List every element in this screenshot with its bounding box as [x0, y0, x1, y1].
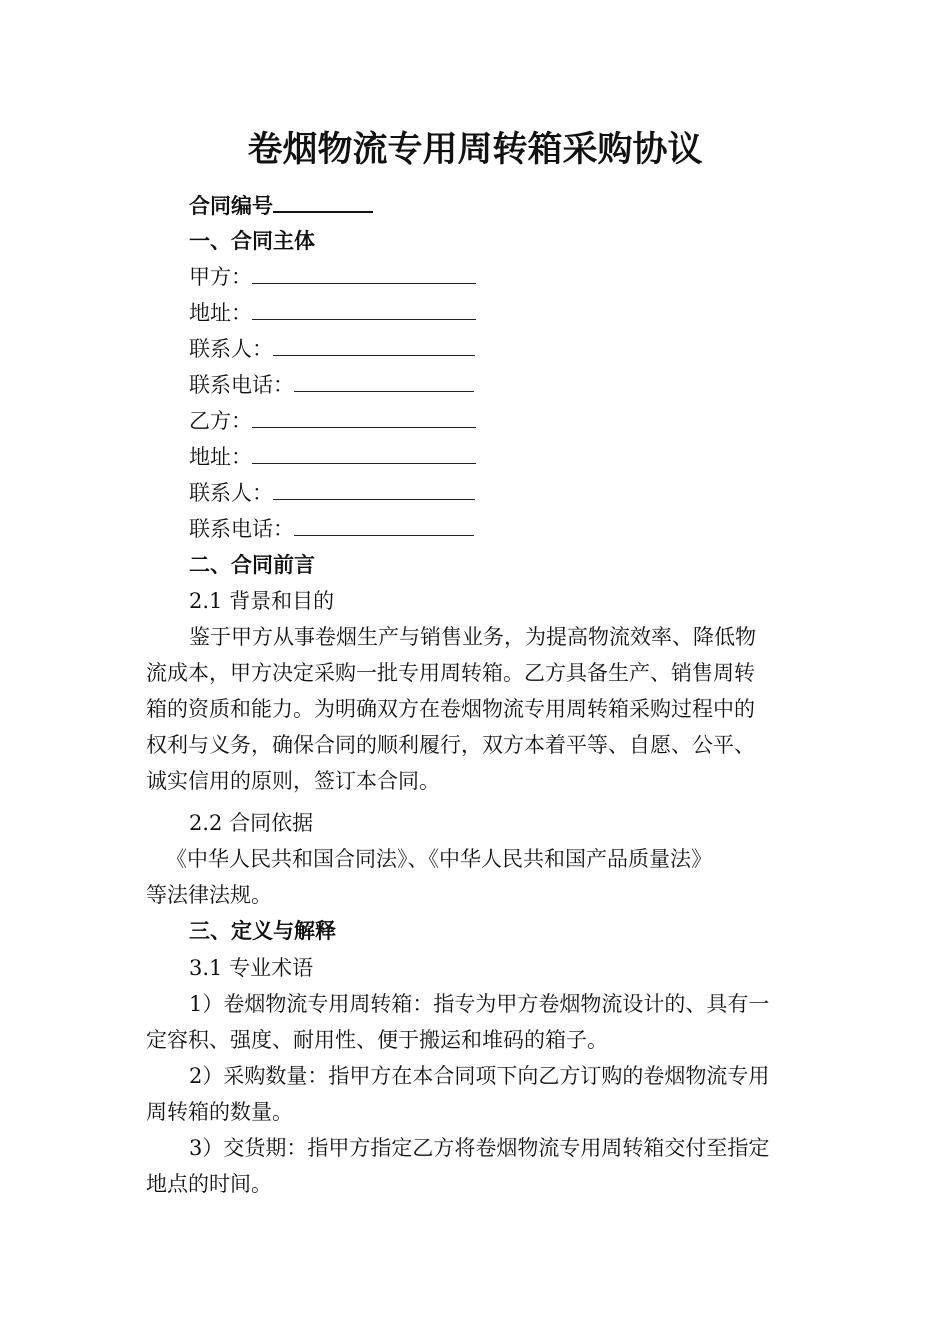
paragraph-line: 等法律法规。: [146, 883, 272, 907]
paragraph-line: 箱的资质和能力。为明确双方在卷烟物流专用周转箱采购过程中的: [146, 697, 755, 721]
paragraph-line: 鉴于甲方从事卷烟生产与销售业务，为提高物流效率、降低物: [189, 625, 756, 649]
contract-number-blank[interactable]: [273, 189, 373, 213]
term-item-line: 1）卷烟物流专用周转箱：指专为甲方卷烟物流设计的、具有一: [189, 992, 770, 1016]
field-label: 联系人：: [189, 481, 273, 505]
party-b-phone-blank[interactable]: [294, 513, 474, 536]
party-a-line: [189, 259, 859, 295]
term-item-line: 2）采购数量：指甲方在本合同项下向乙方订购的卷烟物流专用: [189, 1064, 770, 1088]
field-label: 地址：: [189, 445, 252, 469]
paragraph-line: 诚实信用的原则，签订本合同。: [146, 769, 440, 793]
paragraph-line: 《中华人民共和国合同法》、《中华人民共和国产品质量法》: [166, 847, 712, 871]
party-b-contact-blank[interactable]: [273, 477, 475, 500]
field-label: 联系电话：: [189, 517, 294, 541]
party-b-blank[interactable]: [252, 405, 476, 428]
paragraph-line: 流成本，甲方决定采购一批专用周转箱。乙方具备生产、销售周转: [146, 661, 755, 685]
term-item-line: 3）交货期：指甲方指定乙方将卷烟物流专用周转箱交付至指定: [189, 1136, 770, 1160]
party-a-phone-line: [189, 367, 859, 403]
party-a-phone-blank[interactable]: [294, 369, 474, 392]
party-a-address-line: [189, 295, 859, 331]
party-b-line: [189, 403, 859, 439]
party-b-phone-line: [189, 511, 859, 547]
section2-sub1: 2.1 背景和目的: [189, 589, 335, 613]
party-b-address-blank[interactable]: [252, 441, 476, 464]
party-a-contact-blank[interactable]: [273, 333, 475, 356]
term-item-line: 周转箱的数量。: [146, 1100, 293, 1124]
field-label: 乙方：: [189, 409, 252, 433]
section3-sub1: 3.1 专业术语: [189, 956, 314, 980]
document-title: 卷烟物流专用周转箱采购协议: [247, 129, 703, 170]
field-label: 甲方：: [189, 265, 252, 289]
contract-number-label: 合同编号: [189, 193, 273, 218]
section2-heading: 二、合同前言: [189, 552, 315, 577]
contract-number-line: [189, 188, 859, 224]
section1-heading: 一、合同主体: [189, 228, 315, 253]
party-a-blank[interactable]: [252, 261, 476, 284]
term-item-line: 地点的时间。: [146, 1172, 272, 1196]
party-b-contact-line: [189, 475, 859, 511]
section2-sub2: 2.2 合同依据: [189, 811, 314, 835]
field-label: 联系电话：: [189, 373, 294, 397]
party-a-contact-line: [189, 331, 859, 367]
paragraph-line: 权利与义务，确保合同的顺利履行，双方本着平等、自愿、公平、: [146, 733, 755, 757]
section3-heading: 三、定义与解释: [189, 918, 336, 943]
field-label: 联系人：: [189, 337, 273, 361]
term-item-line: 定容积、强度、耐用性、便于搬运和堆码的箱子。: [146, 1028, 608, 1052]
field-label: 地址：: [189, 301, 252, 325]
party-a-address-blank[interactable]: [252, 297, 476, 320]
party-b-address-line: [189, 439, 859, 475]
